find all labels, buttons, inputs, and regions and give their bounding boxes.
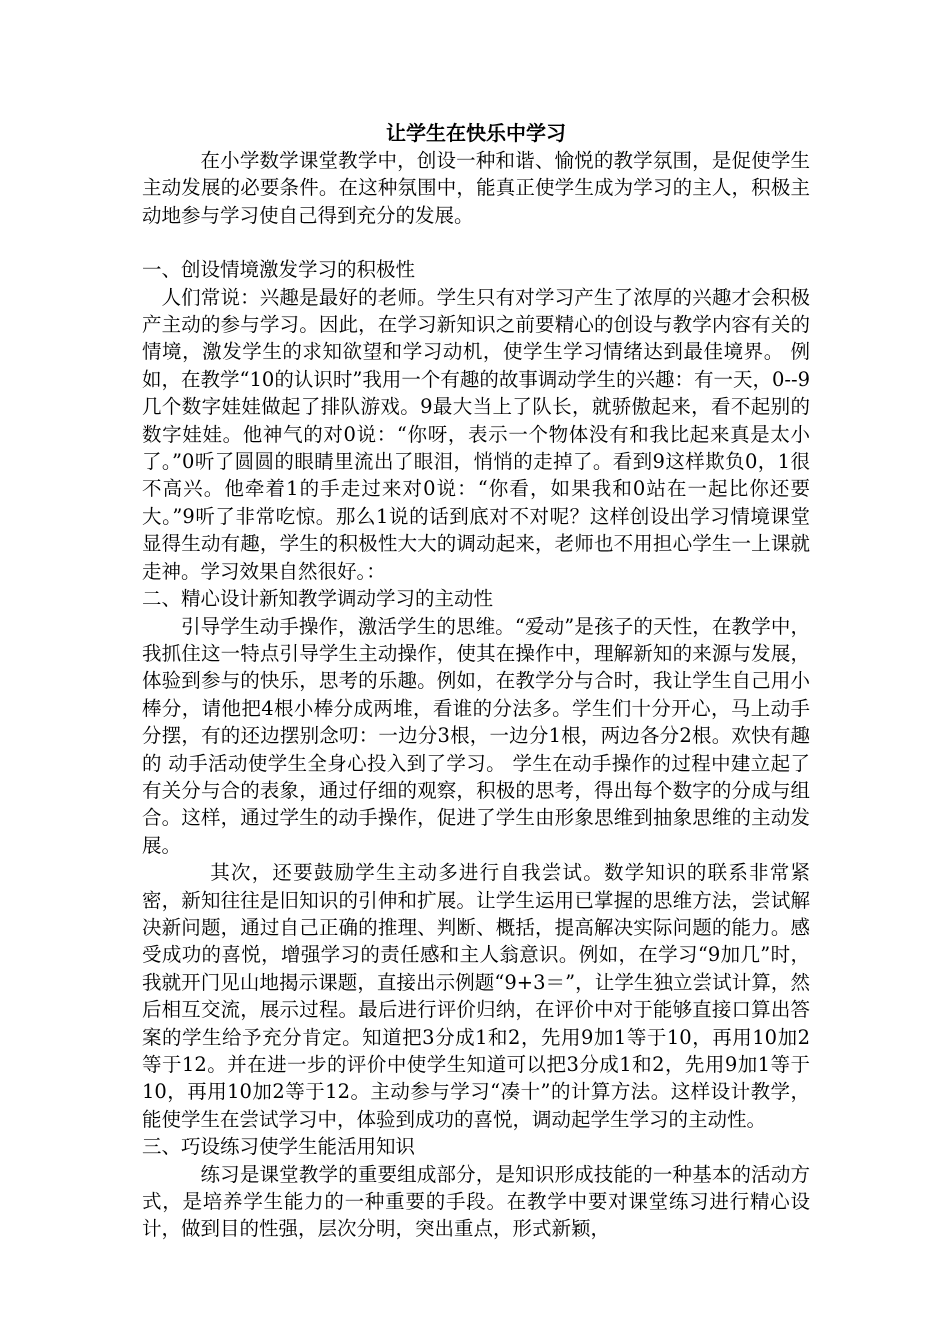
- document-title: 让学生在快乐中学习: [386, 121, 566, 145]
- section-heading-1: 一、创设情境激发学习的积极性: [142, 258, 416, 282]
- section-2-paragraph-1: 引导学生动手操作，激活学生的思维。“爱动”是孩子的天性，在教学中，我抓住这一特点引导学生主动操作，使其在操作中，理解新知的来源与发展，体验到参与的快乐，思考的乐趣。例如，在教学分与合时，我让学生自己用小棒分，请他把4根小棒分成两堆，看谁的分法多。学生们十分开心，马上动手分摆，有的还边摆别念叨：一边分3根，一边分1根，两边各分2根。欢快有趣的 动手活动使学生全身心投入到了学习。 学生在动手操作的过程中建立起了有关分与合的表象，通过仔细的观察，积极的思考，得出每个数字的分成与组合。这样，通过学生的动手操作，促进了学生由形象思维到抽象思维的主动发展。: [142, 614, 810, 857]
- section-2-paragraph-2: 其次，还要鼓励学生主动多进行自我尝试。数学知识的联系非常紧密，新知往往是旧知识的引伸和扩展。让学生运用已掌握的思维方法，尝试解决新问题，通过自己正确的推理、判断、概括，提高解决实际问题的能力。感受成功的喜悦，增强学习的责任感和主人翁意识。例如，在学习“9加几”时，我就开门见山地揭示课题，直接出示例题“9+3＝”，让学生独立尝试计算，然后相互交流，展示过程。最后进行评价归纳，在评价中对于能够直接口算出答案的学生给予充分肯定。知道把3分成1和2，先用9加1等于10，再用10加2等于12。并在进一步的评价中使学生知道可以把3分成1和2，先用9加1等于10，再用10加2等于12。主动参与学习“凑十”的计算方法。这样设计教学，能使学生在尝试学习中，体验到成功的喜悦，调动起学生学习的主动性。: [142, 861, 810, 1131]
- section-3-paragraph: 练习是课堂教学的重要组成部分，是知识形成技能的一种基本的活动方式，是培养学生能力的一种重要的手段。在教学中要对课堂练习进行精心设计，做到目的性强，层次分明，突出重点，形式新颖，: [142, 1162, 810, 1241]
- section-heading-3: 三、巧设练习使学生能活用知识: [142, 1135, 416, 1159]
- intro-paragraph: 在小学数学课堂教学中，创设一种和谐、愉悦的教学氛围，是促使学生主动发展的必要条件。在这种氛围中，能真正使学生成为学习的主人，积极主动地参与学习使自己得到充分的发展。: [142, 149, 810, 227]
- blank-line: [142, 229, 810, 256]
- section-heading-2: 二、精心设计新知教学调动学习的主动性: [142, 587, 494, 611]
- document-body: [142, 120, 810, 1243]
- section-1-paragraph: 人们常说：兴趣是最好的老师。学生只有对学习产生了浓厚的兴趣才会积极产主动的参与学习。因此，在学习新知识之前要精心的创设与教学内容有关的情境，激发学生的求知欲望和学习动机，使学生学习情绪达到最佳境界。 例如，在教学“10的认识时”我用一个有趣的故事调动学生的兴趣：有一天，0--9几个数字娃娃做起了排队游戏。9最大当上了队长，就骄傲起来，看不起别的数字娃娃。他神气的对0说：“你呀，表示一个物体没有和我比起来真是太小了。”0听了圆圆的眼睛里流出了眼泪，悄悄的走掉了。看到9这样欺负0，1很不高兴。他牵着1的手走过来对0说：“你看，如果我和0站在一起比你还要大。”9听了非常吃惊。那么1说的话到底对不对呢？这样创设出学习情境课堂显得生动有趣，学生的积极性大大的调动起来，老师也不用担心学生一上课就走神。学习效果自然很好。：: [142, 285, 810, 583]
